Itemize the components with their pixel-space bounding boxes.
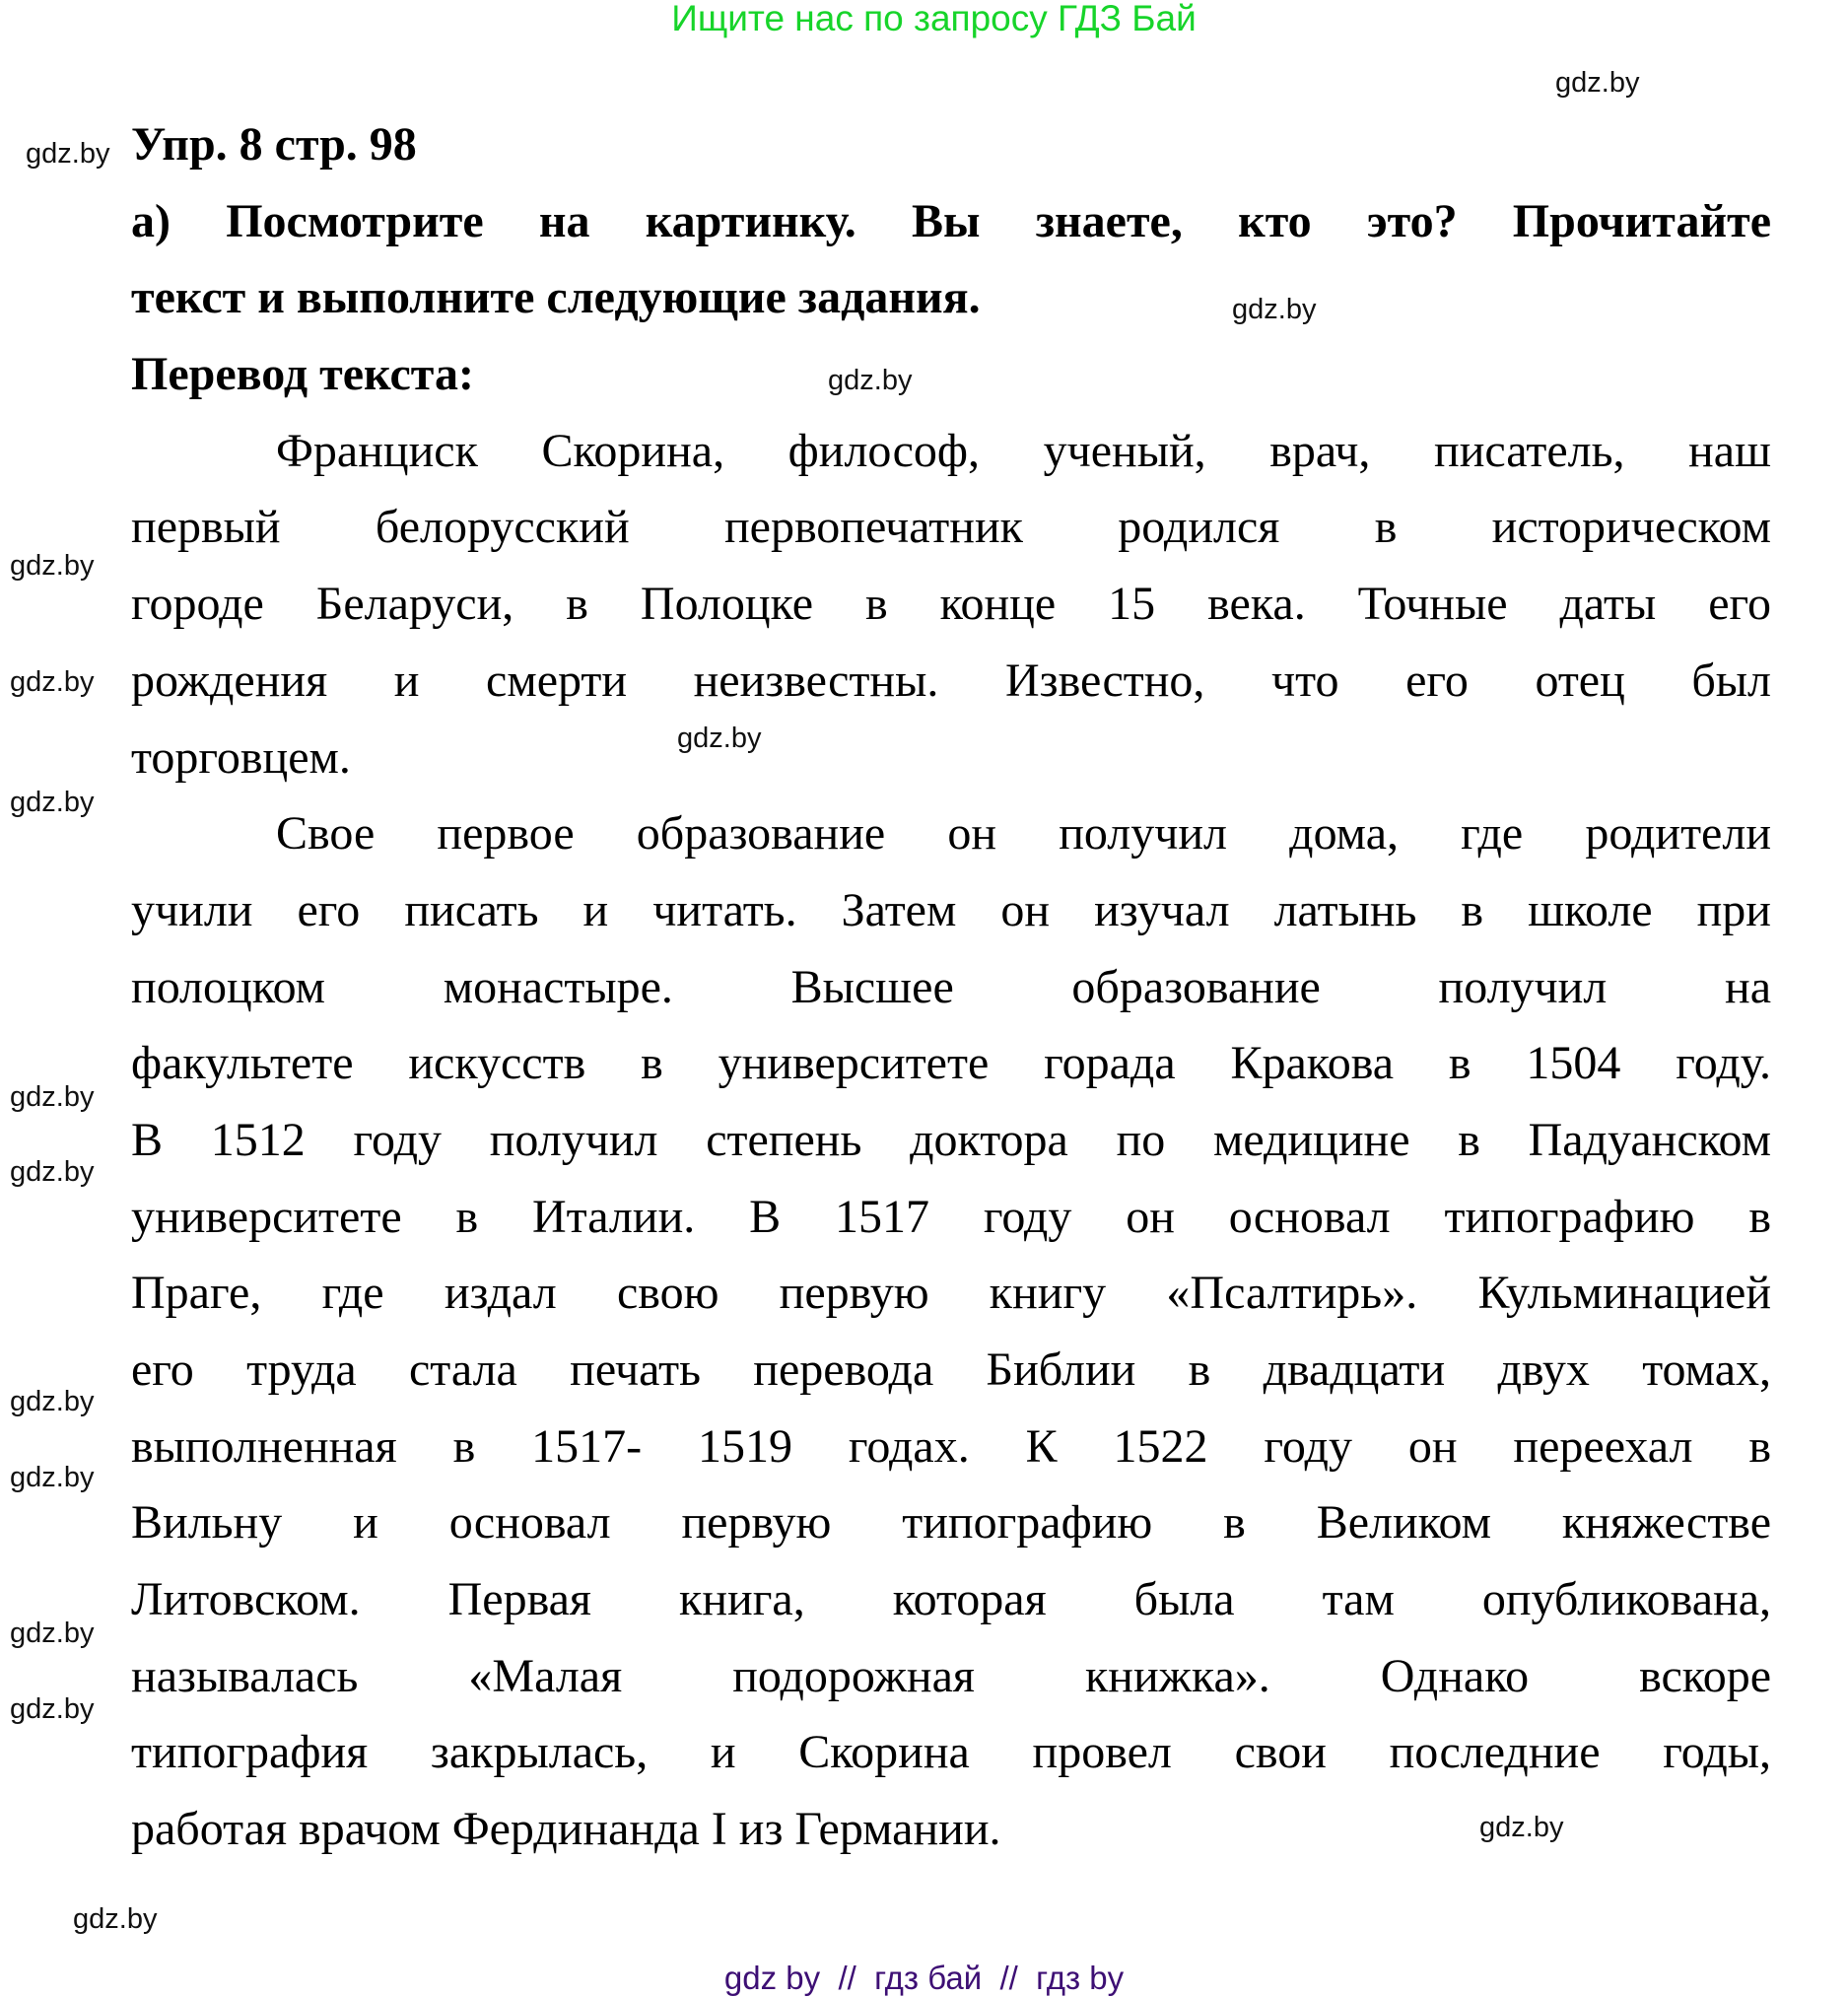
watermark: gdz.by — [10, 666, 95, 698]
watermark: gdz.by — [677, 723, 762, 754]
text-line: его труда стала печать перевода Библии в двадцати двух томах, — [131, 1343, 1771, 1396]
text-line: Литовском. Первая книга, которая была там опубликована, — [131, 1573, 1771, 1626]
exercise-title: Упр. 8 стр. 98 — [131, 118, 417, 171]
text-line: называлась «Малая подорожная книжка». Однако вскоре — [131, 1649, 1771, 1702]
watermark: gdz.by — [10, 550, 95, 582]
text-line: городе Беларуси, в Полоцке в конце 15 века. Точные даты его — [131, 578, 1771, 631]
watermark: gdz.by — [1555, 67, 1640, 99]
text-line: университете в Италии. В 1517 году он основал типографию в — [131, 1190, 1771, 1243]
search-banner — [0, 0, 1848, 36]
watermark: gdz.by — [10, 1618, 95, 1649]
text-line: В 1512 году получил степень доктора по медицине в Падуанском — [131, 1113, 1771, 1166]
watermark: gdz.by — [1232, 294, 1317, 325]
text-line: торговцем. — [131, 730, 351, 784]
text-line: рождения и смерти неизвестны. Известно, что его отец был — [131, 654, 1771, 707]
watermark: gdz.by — [10, 1693, 95, 1725]
text-line: типография закрылась, и Скорина провел свои последние годы, — [131, 1726, 1771, 1779]
document-body — [131, 106, 1771, 1868]
watermark: gdz.by — [10, 787, 95, 818]
watermark: gdz.by — [10, 1156, 95, 1188]
watermark: gdz.by — [10, 1386, 95, 1417]
text-line: Праге, где издал свою первую книгу «Псалтирь». Кульминацией — [131, 1267, 1771, 1320]
watermark: gdz.by — [26, 138, 110, 170]
text-line: Вильну и основал первую типографию в Великом княжестве — [131, 1496, 1771, 1549]
watermark: gdz.by — [73, 1903, 158, 1935]
subheading: Перевод текста: — [131, 348, 474, 401]
watermark: gdz.by — [828, 365, 913, 396]
text-line: полоцком монастыре. Высшее образование получил на — [131, 960, 1771, 1013]
text-line: работая врачом Фердинанда I из Германии. — [131, 1803, 1001, 1856]
watermark: gdz.by — [1479, 1812, 1564, 1843]
watermark: gdz.by — [10, 1462, 95, 1493]
text-line: факультете искусств в университете горада Кракова в 1504 году. — [131, 1037, 1771, 1090]
task-line: а) Посмотрите на картинку. Вы знаете, кто это? Прочитайте — [131, 194, 1771, 247]
footer-banner-text: gdz by // гдз бай // гдз by — [723, 1960, 1125, 1996]
text-line: учили его писать и читать. Затем он изучал латынь в школе при — [131, 883, 1771, 936]
text-line: выполненная в 1517- 1519 годах. К 1522 году он переехал в — [131, 1419, 1771, 1473]
text-line: Свое первое образование он получил дома, где родители — [276, 807, 1771, 861]
text-line: Франциск Скорина, философ, ученый, врач, писатель, наш — [276, 424, 1771, 477]
watermark: gdz.by — [10, 1081, 95, 1113]
footer-banner — [0, 1962, 1848, 1994]
text-line: первый белорусский первопечатник родился в историческом — [131, 501, 1771, 554]
task-line: текст и выполните следующие задания. — [131, 271, 981, 324]
search-banner-text: Ищите нас по запросу ГДЗ Бай — [671, 0, 1197, 38]
